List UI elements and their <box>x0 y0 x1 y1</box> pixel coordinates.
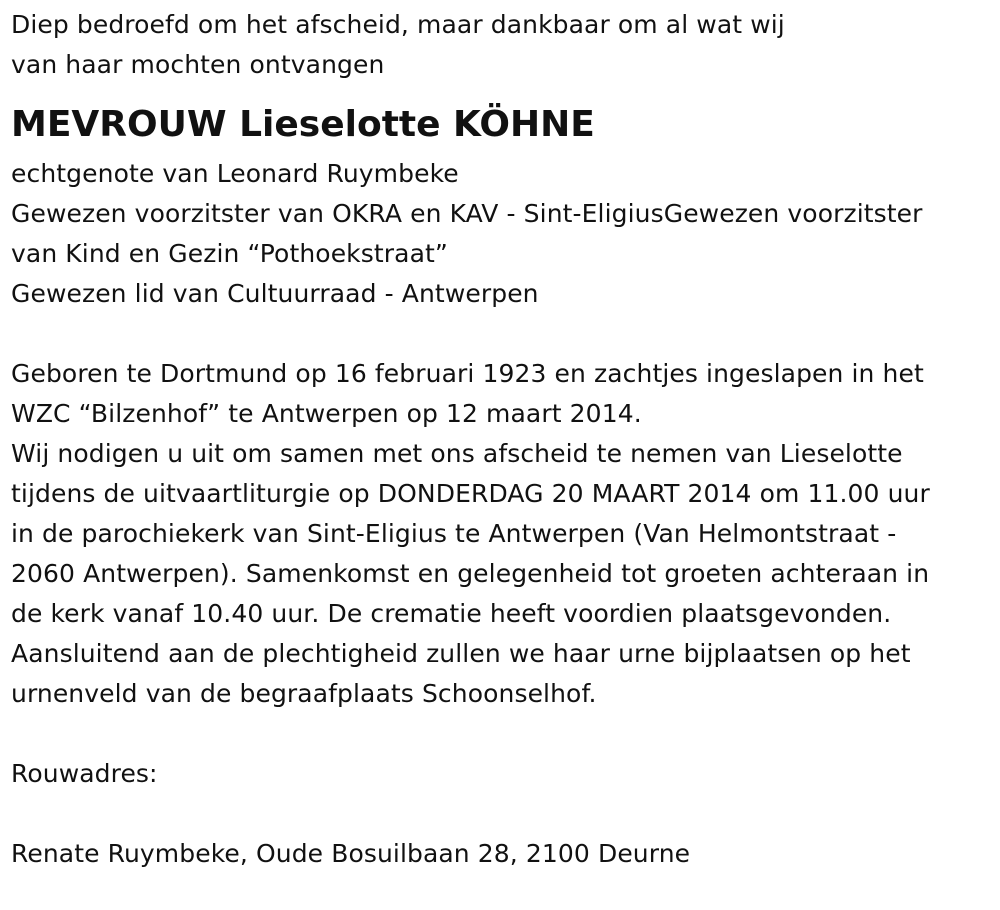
descriptor-line: Gewezen lid van Cultuurraad - Antwerpen <box>11 279 539 308</box>
body-text <box>11 354 996 714</box>
descriptor-line: Gewezen voorzitster van OKRA en KAV - Sint-EligiusGewezen voorzitster <box>11 199 923 228</box>
intro-line: Diep bedroefd om het afscheid, maar dankbaar om al wat wij <box>11 10 785 39</box>
intro-text <box>11 5 996 85</box>
descriptor-line: van Kind en Gezin “Pothoekstraat” <box>11 239 448 268</box>
address-label: Rouwadres: <box>11 759 158 788</box>
descriptor-line: echtgenote van Leonard Ruymbeke <box>11 159 459 188</box>
body-line: Aansluitend aan de plechtigheid zullen we haar urne bijplaatsen op het <box>11 639 911 668</box>
deceased-name: MEVROUW Lieselotte KÖHNE <box>11 104 595 145</box>
obituary-notice <box>11 0 996 874</box>
body-line: WZC “Bilzenhof” te Antwerpen op 12 maart 2014. <box>11 399 642 428</box>
body-line: de kerk vanaf 10.40 uur. De crematie heeft voordien plaatsgevonden. <box>11 599 892 628</box>
body-line: 2060 Antwerpen). Samenkomst en gelegenheid tot groeten achteraan in <box>11 559 930 588</box>
body-line: urnenveld van de begraafplaats Schoonselhof. <box>11 679 597 708</box>
descriptor-text <box>11 154 996 314</box>
intro-line: van haar mochten ontvangen <box>11 50 385 79</box>
paragraph-gap <box>11 794 996 834</box>
body-line: in de parochiekerk van Sint-Eligius te Antwerpen (Van Helmontstraat - <box>11 519 897 548</box>
paragraph-gap <box>11 714 996 754</box>
paragraph-gap <box>11 314 996 354</box>
body-line: Geboren te Dortmund op 16 februari 1923 en zachtjes ingeslapen in het <box>11 359 924 388</box>
body-line: tijdens de uitvaartliturgie op DONDERDAG 20 MAART 2014 om 11.00 uur <box>11 479 930 508</box>
mourning-address: Renate Ruymbeke, Oude Bosuilbaan 28, 2100 Deurne <box>11 839 691 868</box>
body-line: Wij nodigen u uit om samen met ons afscheid te nemen van Lieselotte <box>11 439 903 468</box>
